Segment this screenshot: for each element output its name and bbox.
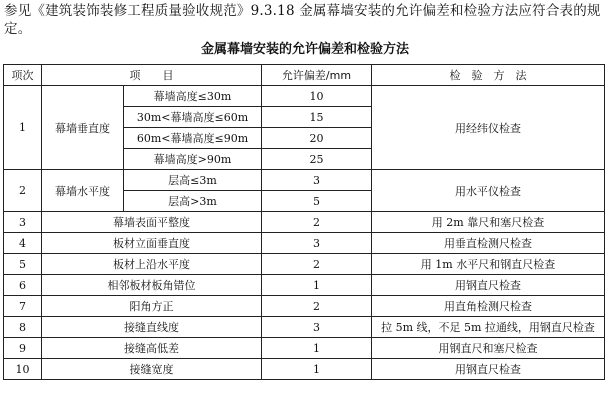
row-subitem: 层高>3m [124, 191, 262, 212]
row-tolerance: 1 [262, 359, 372, 380]
row-method: 用直角检测尺检查 [372, 296, 605, 317]
row-no: 7 [4, 296, 42, 317]
table-row [4, 254, 605, 275]
row-method: 用垂直检测尺检查 [372, 233, 605, 254]
row-no: 6 [4, 275, 42, 296]
row-method: 用 2m 靠尺和塞尺检查 [372, 212, 605, 233]
row-no: 4 [4, 233, 42, 254]
row-tolerance: 2 [262, 212, 372, 233]
header-method: 检 验 方 法 [372, 65, 605, 86]
row-no: 9 [4, 338, 42, 359]
row-no: 1 [4, 86, 42, 170]
row-no: 2 [4, 170, 42, 212]
row-subitem: 幕墙高度>90m [124, 149, 262, 170]
row-subitem: 30m<幕墙高度≤60m [124, 107, 262, 128]
row-tolerance: 1 [262, 338, 372, 359]
tolerance-table [3, 64, 605, 380]
row-tolerance: 25 [262, 149, 372, 170]
row-item: 相邻板材板角错位 [42, 275, 262, 296]
row-item: 幕墙表面平整度 [42, 212, 262, 233]
table-row [4, 233, 605, 254]
row-item: 阳角方正 [42, 296, 262, 317]
row-item: 幕墙垂直度 [42, 86, 124, 170]
row-item: 接缝直线度 [42, 317, 262, 338]
row-tolerance: 3 [262, 233, 372, 254]
row-tolerance: 3 [262, 170, 372, 191]
header-item: 项 目 [42, 65, 262, 86]
row-tolerance: 20 [262, 128, 372, 149]
row-item: 板材上沿水平度 [42, 254, 262, 275]
header-no: 项次 [4, 65, 42, 86]
row-subitem: 层高≤3m [124, 170, 262, 191]
row-item: 板材立面垂直度 [42, 233, 262, 254]
table-row [4, 170, 605, 191]
row-method: 用钢直尺检查 [372, 275, 605, 296]
row-tolerance: 2 [262, 296, 372, 317]
header-tolerance: 允许偏差/mm [262, 65, 372, 86]
row-tolerance: 3 [262, 317, 372, 338]
row-method: 用水平仪检查 [372, 170, 605, 212]
row-method: 用钢直尺和塞尺检查 [372, 338, 605, 359]
row-tolerance: 5 [262, 191, 372, 212]
row-subitem: 幕墙高度≤30m [124, 86, 262, 107]
row-no: 10 [4, 359, 42, 380]
row-tolerance: 15 [262, 107, 372, 128]
table-header-row [4, 65, 605, 86]
row-no: 3 [4, 212, 42, 233]
table-row [4, 296, 605, 317]
row-method: 用 1m 水平尺和钢直尺检查 [372, 254, 605, 275]
row-no: 8 [4, 317, 42, 338]
table-row [4, 275, 605, 296]
row-tolerance: 2 [262, 254, 372, 275]
row-subitem: 60m<幕墙高度≤90m [124, 128, 262, 149]
table-row [4, 212, 605, 233]
table-title: 金属幕墙安装的允许偏差和检验方法 [200, 42, 409, 57]
table-row [4, 338, 605, 359]
row-method: 用经纬仪检查 [372, 86, 605, 170]
table-row [4, 86, 605, 107]
row-no: 5 [4, 254, 42, 275]
row-tolerance: 1 [262, 275, 372, 296]
row-item: 接缝高低差 [42, 338, 262, 359]
row-tolerance: 10 [262, 86, 372, 107]
row-method: 用钢直尺检查 [372, 359, 605, 380]
row-method: 拉 5m 线，不足 5m 拉通线，用钢直尺检查 [372, 317, 605, 338]
table-row [4, 359, 605, 380]
row-item: 幕墙水平度 [42, 170, 124, 212]
table-row [4, 317, 605, 338]
row-item: 接缝宽度 [42, 359, 262, 380]
intro-paragraph: 参见《建筑装饰装修工程质量验收规范》9.3.18 金属幕墙安装的允许偏差和检验方法应符合表的规定。 [4, 3, 601, 37]
